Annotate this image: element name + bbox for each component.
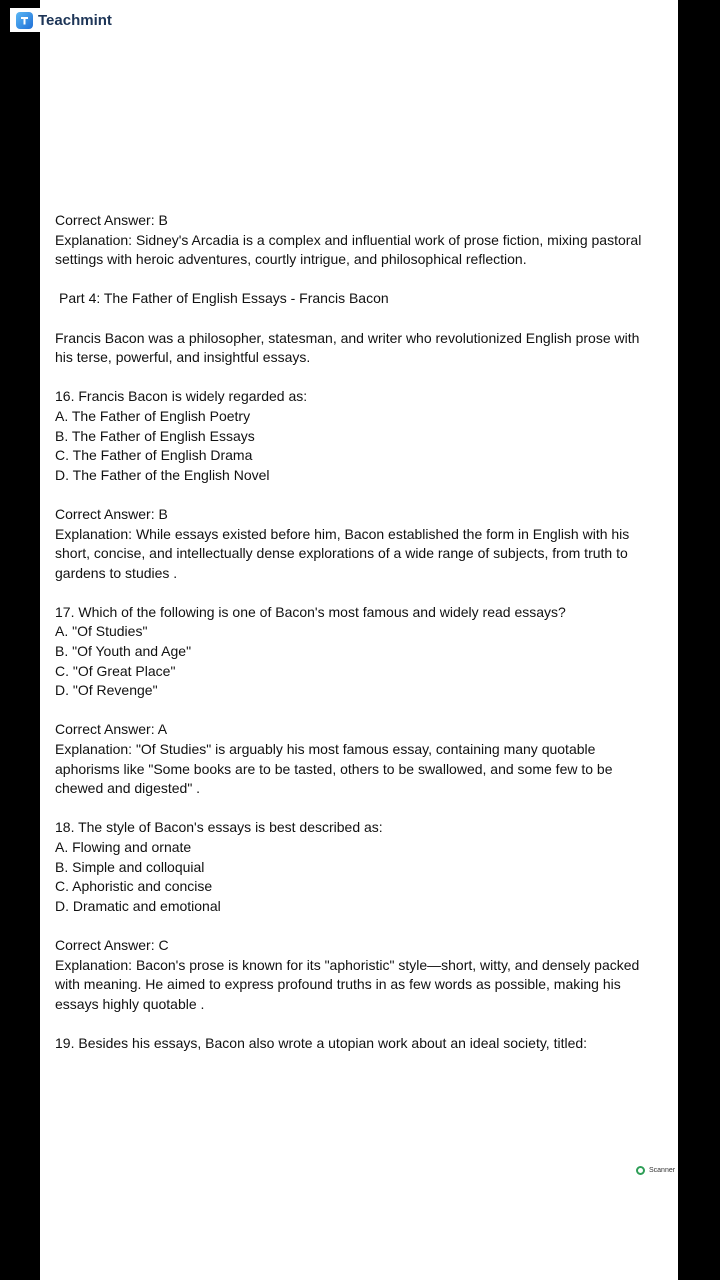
explanation-line: with meaning. He aimed to express profound truths in as few words as possible, making his	[55, 976, 621, 993]
question-16	[55, 387, 655, 485]
explanation-line: gardens to studies .	[55, 564, 178, 581]
correct-answer: Correct Answer: C	[55, 936, 169, 953]
left-black-border	[0, 0, 40, 1280]
option-a: A. "Of Studies"	[55, 623, 148, 640]
right-black-border	[678, 0, 720, 1280]
explanation-line: essays highly quotable .	[55, 995, 205, 1012]
explanation-line: aphorisms like "Some books are to be tasted, others to be swallowed, and some few to be	[55, 760, 613, 777]
question-text: 18. The style of Bacon's essays is best described as:	[55, 819, 383, 836]
question-text: 16. Francis Bacon is widely regarded as:	[55, 388, 308, 405]
option-d: D. The Father of the English Novel	[55, 466, 270, 483]
option-a: A. The Father of English Poetry	[55, 407, 251, 424]
correct-answer: Correct Answer: B	[55, 505, 168, 522]
explanation-line: settings with heroic adventures, courtly intrigue, and philosophical reflection.	[55, 251, 527, 268]
teachmint-logo-icon	[16, 12, 33, 29]
option-a: A. Flowing and ornate	[55, 839, 192, 855]
logo-text: Teachmint	[38, 11, 112, 29]
explanation-line: short, concise, and intellectually dense explorations of a wide range of subjects, from truth to	[55, 545, 628, 562]
answer-block	[55, 936, 655, 1014]
section-title: Part 4: The Father of English Essays - Francis Bacon	[59, 290, 389, 307]
option-c: C. The Father of English Drama	[55, 447, 253, 464]
question-18	[55, 818, 655, 916]
intro-paragraph	[55, 329, 655, 368]
explanation-line: Explanation: "Of Studies" is arguably his most famous essay, containing many quotable	[55, 741, 596, 758]
answer-block	[55, 505, 655, 583]
answer-block	[55, 211, 655, 270]
option-b: B. The Father of English Essays	[55, 427, 255, 444]
scanner-label: Scanner	[649, 1167, 676, 1174]
option-b: B. "Of Youth and Age"	[55, 643, 192, 660]
explanation-line: Explanation: While essays existed before him, Bacon established the form in English with his	[55, 525, 630, 542]
teachmint-logo	[10, 8, 120, 32]
option-b: B. Simple and colloquial	[55, 858, 205, 875]
option-d: D. Dramatic and emotional	[55, 897, 221, 914]
answer-block	[55, 720, 655, 798]
question-text: 19. Besides his essays, Bacon also wrote a utopian work about an ideal society, titled:	[55, 1034, 588, 1051]
option-d: D. "Of Revenge"	[55, 682, 158, 699]
section-heading	[55, 289, 655, 309]
scanner-watermark	[636, 1166, 675, 1175]
question-19	[55, 1034, 655, 1054]
option-c: C. Aphoristic and concise	[55, 878, 213, 895]
question-text: 17. Which of the following is one of Bacon's most famous and widely read essays?	[55, 603, 566, 620]
option-c: C. "Of Great Place"	[55, 662, 176, 679]
explanation-line: Explanation: Sidney's Arcadia is a complex and influential work of prose fiction, mixing pastoral	[55, 231, 642, 248]
explanation-line: chewed and digested" .	[55, 780, 201, 797]
intro-line: his terse, powerful, and insightful essays.	[55, 349, 311, 366]
document-body	[55, 211, 655, 1073]
correct-answer: Correct Answer: A	[55, 721, 168, 738]
explanation-line: Explanation: Bacon's prose is known for its "aphoristic" style—short, witty, and densely packed	[55, 956, 640, 973]
correct-answer: Correct Answer: B	[55, 212, 168, 228]
intro-line: Francis Bacon was a philosopher, statesman, and writer who revolutionized English prose with	[55, 329, 640, 346]
scanner-icon	[636, 1166, 645, 1175]
question-17	[55, 603, 655, 701]
